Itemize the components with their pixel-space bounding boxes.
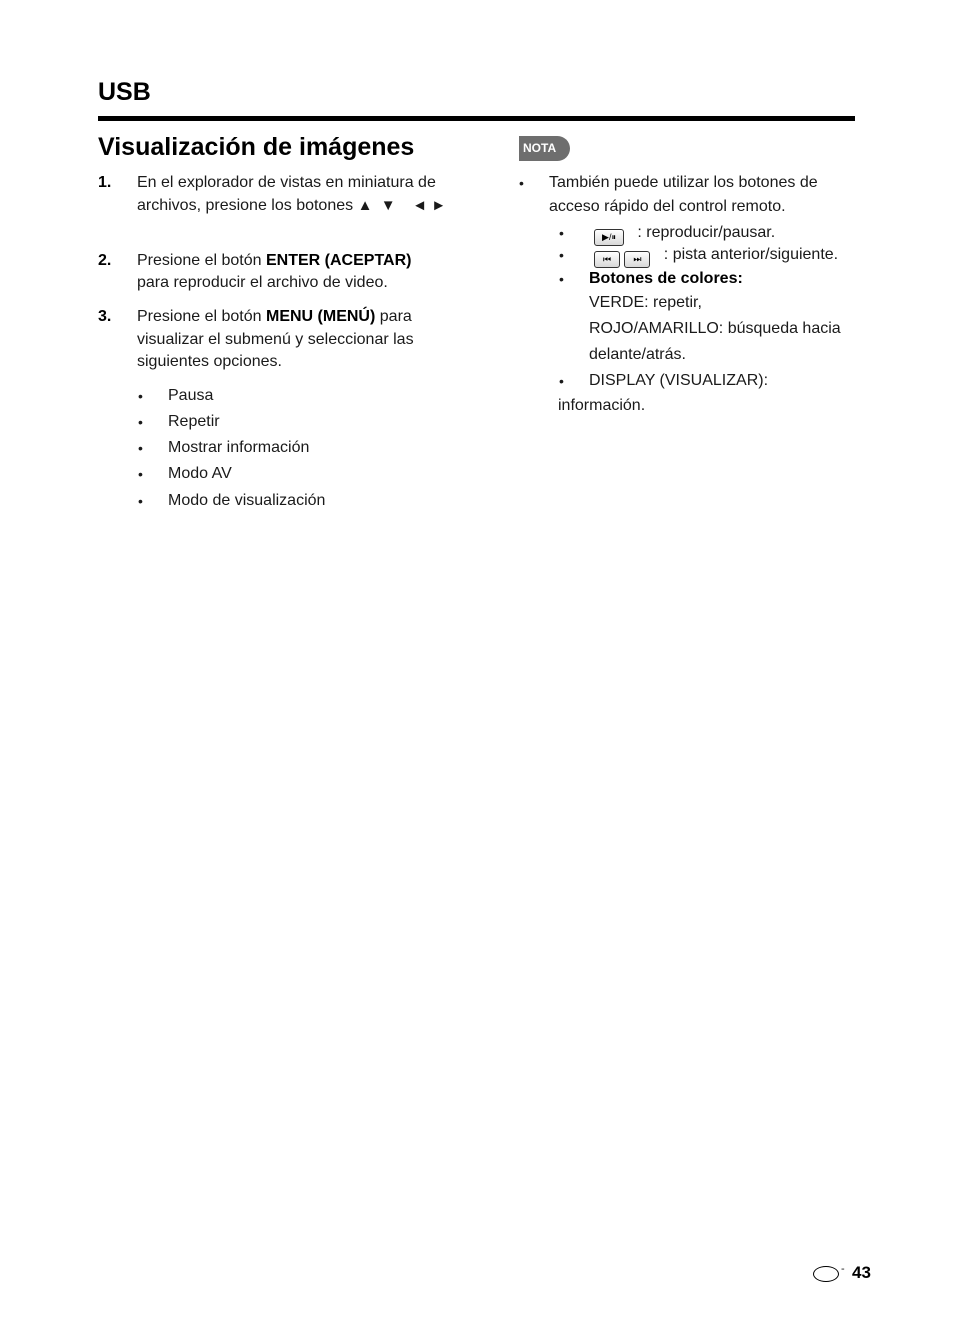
title-rule	[98, 116, 855, 121]
bullet: •	[559, 247, 564, 263]
step-1-number: 1.	[98, 174, 112, 191]
bullet: •	[138, 493, 143, 509]
step-3-prefix: Presione el botón	[137, 308, 262, 325]
bullet: •	[138, 414, 143, 430]
bullet: •	[519, 175, 524, 191]
step-3-line-3: siguientes opciones.	[137, 353, 282, 370]
list-item: Pausa	[168, 387, 214, 404]
region-oval-icon	[813, 1266, 839, 1282]
track-skip-note	[594, 244, 838, 268]
color-buttons-heading: Botones de colores:	[589, 270, 743, 287]
step-2-line-2: para reproducir el archivo de video.	[137, 274, 388, 291]
bullet: •	[138, 440, 143, 456]
list-item: Modo de visualización	[168, 492, 326, 509]
menu-button-name: MENU (MENÚ)	[265, 308, 376, 325]
bullet: •	[138, 466, 143, 482]
bullet: •	[559, 225, 564, 241]
bullet: •	[559, 271, 564, 287]
play-pause-icon: ▶/⏸	[594, 229, 624, 246]
step-1-line-2	[137, 195, 446, 217]
step-3-line-2: visualizar el submenú y seleccionar las	[137, 331, 414, 348]
bullet: •	[559, 373, 564, 389]
display-text-2: información.	[558, 397, 646, 414]
step-3-suffix: para	[379, 308, 412, 325]
section-title: USB	[98, 78, 151, 106]
track-skip-text: : pista anterior/siguiente.	[663, 246, 839, 263]
page-dash: -	[841, 1263, 845, 1275]
step-3-number: 3.	[98, 308, 112, 325]
list-item: Repetir	[168, 413, 220, 430]
step-2-prefix: Presione el botón	[137, 252, 262, 269]
display-text-1: DISPLAY (VISUALIZAR):	[589, 372, 769, 389]
red-yellow-text-2: delante/atrás.	[589, 346, 686, 363]
step-2-line-1	[137, 250, 411, 272]
note-badge: NOTA	[519, 136, 570, 161]
play-pause-note	[594, 222, 775, 246]
step-1-text: archivos, presione los botones	[137, 197, 354, 214]
enter-button-name: ENTER (ACEPTAR)	[265, 252, 412, 269]
play-pause-text: : reproducir/pausar.	[637, 224, 776, 241]
color-buttons-title	[589, 268, 743, 290]
note-intro-line-2: acceso rápido del control remoto.	[549, 198, 786, 215]
green-button-text: VERDE: repetir,	[589, 294, 702, 311]
next-track-icon: ⏭	[624, 251, 650, 268]
page-title: Visualización de imágenes	[98, 133, 415, 161]
previous-track-icon: ⏮	[594, 251, 620, 268]
step-2-number: 2.	[98, 252, 112, 269]
step-3-line-1	[137, 306, 412, 328]
bullet: •	[138, 388, 143, 404]
arrow-keys-icon: ▲ ▼ ◄ ►	[357, 197, 447, 214]
page-number: 43	[852, 1263, 871, 1282]
note-intro-line-1: También puede utilizar los botones de	[549, 174, 818, 191]
list-item: Mostrar información	[168, 439, 310, 456]
list-item: Modo AV	[168, 465, 232, 482]
red-yellow-text-1: ROJO/AMARILLO: búsqueda hacia	[589, 320, 841, 337]
step-1-line-1: En el explorador de vistas en miniatura de	[137, 174, 436, 191]
